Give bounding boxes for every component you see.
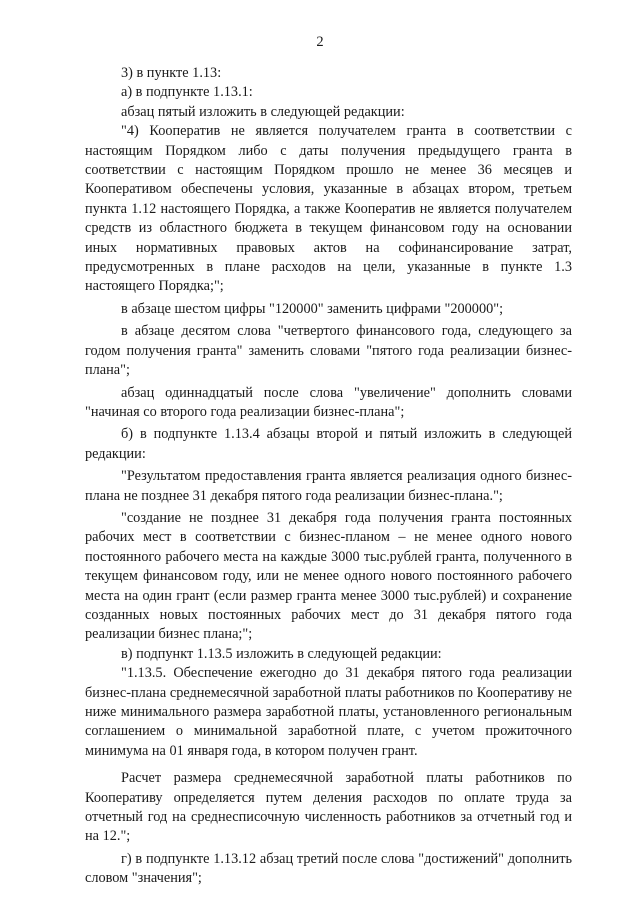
page-number: 2 [316, 34, 324, 50]
paragraph-jobs-creation: "создание не позднее 31 декабря года получения гранта постоянных рабочих мест в соответствии с бизнес-планом – не менее одного нового постоянного рабочего места на каждые 3000 тыс.рублей гранта, полученного в текущем финансовом году, или не менее одного нового постоянного рабочего места на один грант (если размер гранта менее 3000 тыс.рублей) и сохранение созданных новых постоянных рабочих мест до 31 декабря пятого года реализации бизнес плана;"; [85, 509, 572, 643]
document-body [85, 64, 572, 889]
paragraph-subitem-b: б) в подпункте 1.13.4 абзацы второй и пятый изложить в следующей редакции: [85, 426, 572, 462]
paragraph-subitem-v: в) подпункт 1.13.5 изложить в следующей редакции: [121, 645, 442, 662]
paragraph-grant-result: "Результатом предоставления гранта является реализация одного бизнес-плана не позднее 31 декабря пятого года реализации бизнес-плана."; [85, 468, 572, 504]
paragraph-subitem-g: г) в подпункте 1.13.12 абзац третий после слова "достижений" дополнить словом "значения"; [85, 850, 572, 887]
paragraph-quoted-4: "4) Кооператив не является получателем гранта в соответствии с настоящим Порядком либо с даты получения предыдущего гранта в соответствии с настоящим Порядком прошло не менее 36 месяцев и Кооперативом обеспечены условия, указанные в абзацах втором, третьем пункта 1.12 настоящего Порядка, а также Кооператив не является получателем средств из областного бюджета в текущем финансовом году на основании иных нормативных правовых актов на софинансирование затрат, предусмотренных в плане расходов на цели, указанные в пункте 1.3 настоящего Порядка;"; [85, 123, 572, 295]
paragraph-eleventh-abzac: абзац одиннадцатый после слова "увеличение" дополнить словами "начиная со второго года реализации бизнес-плана"; [85, 384, 572, 420]
paragraph-quoted-1-13-5: "1.13.5. Обеспечение ежегодно до 31 декабря пятого года реализации бизнес-плана среднемесячной заработной платы работников по Кооперативу не ниже минимального размера заработной платы, установленного региональным соглашением о минимальной заработной плате, с учетом прожиточного минимума на 01 января года, в котором получен грант. [85, 665, 572, 759]
paragraph-sixth-abzac: в абзаце шестом цифры "120000" заменить цифрами "200000"; [121, 300, 504, 317]
paragraph-subitem-a: а) в подпункте 1.13.1: [121, 84, 253, 101]
paragraph-item-3: 3) в пункте 1.13: [121, 65, 222, 81]
paragraph-salary-calculation: Расчет размера среднемесячной заработной платы работников по Кооперативу определяется путем деления расходов по оплате труда за отчетный год на среднесписочную численность работников за отчетный год и на 12."; [85, 770, 572, 845]
paragraph-instruction: абзац пятый изложить в следующей редакции: [121, 103, 405, 120]
paragraph-tenth-abzac: в абзаце десятом слова "четвертого финансового года, следующего за годом получения гранта" заменить словами "пятого года реализации бизнес-плана"; [85, 323, 572, 379]
